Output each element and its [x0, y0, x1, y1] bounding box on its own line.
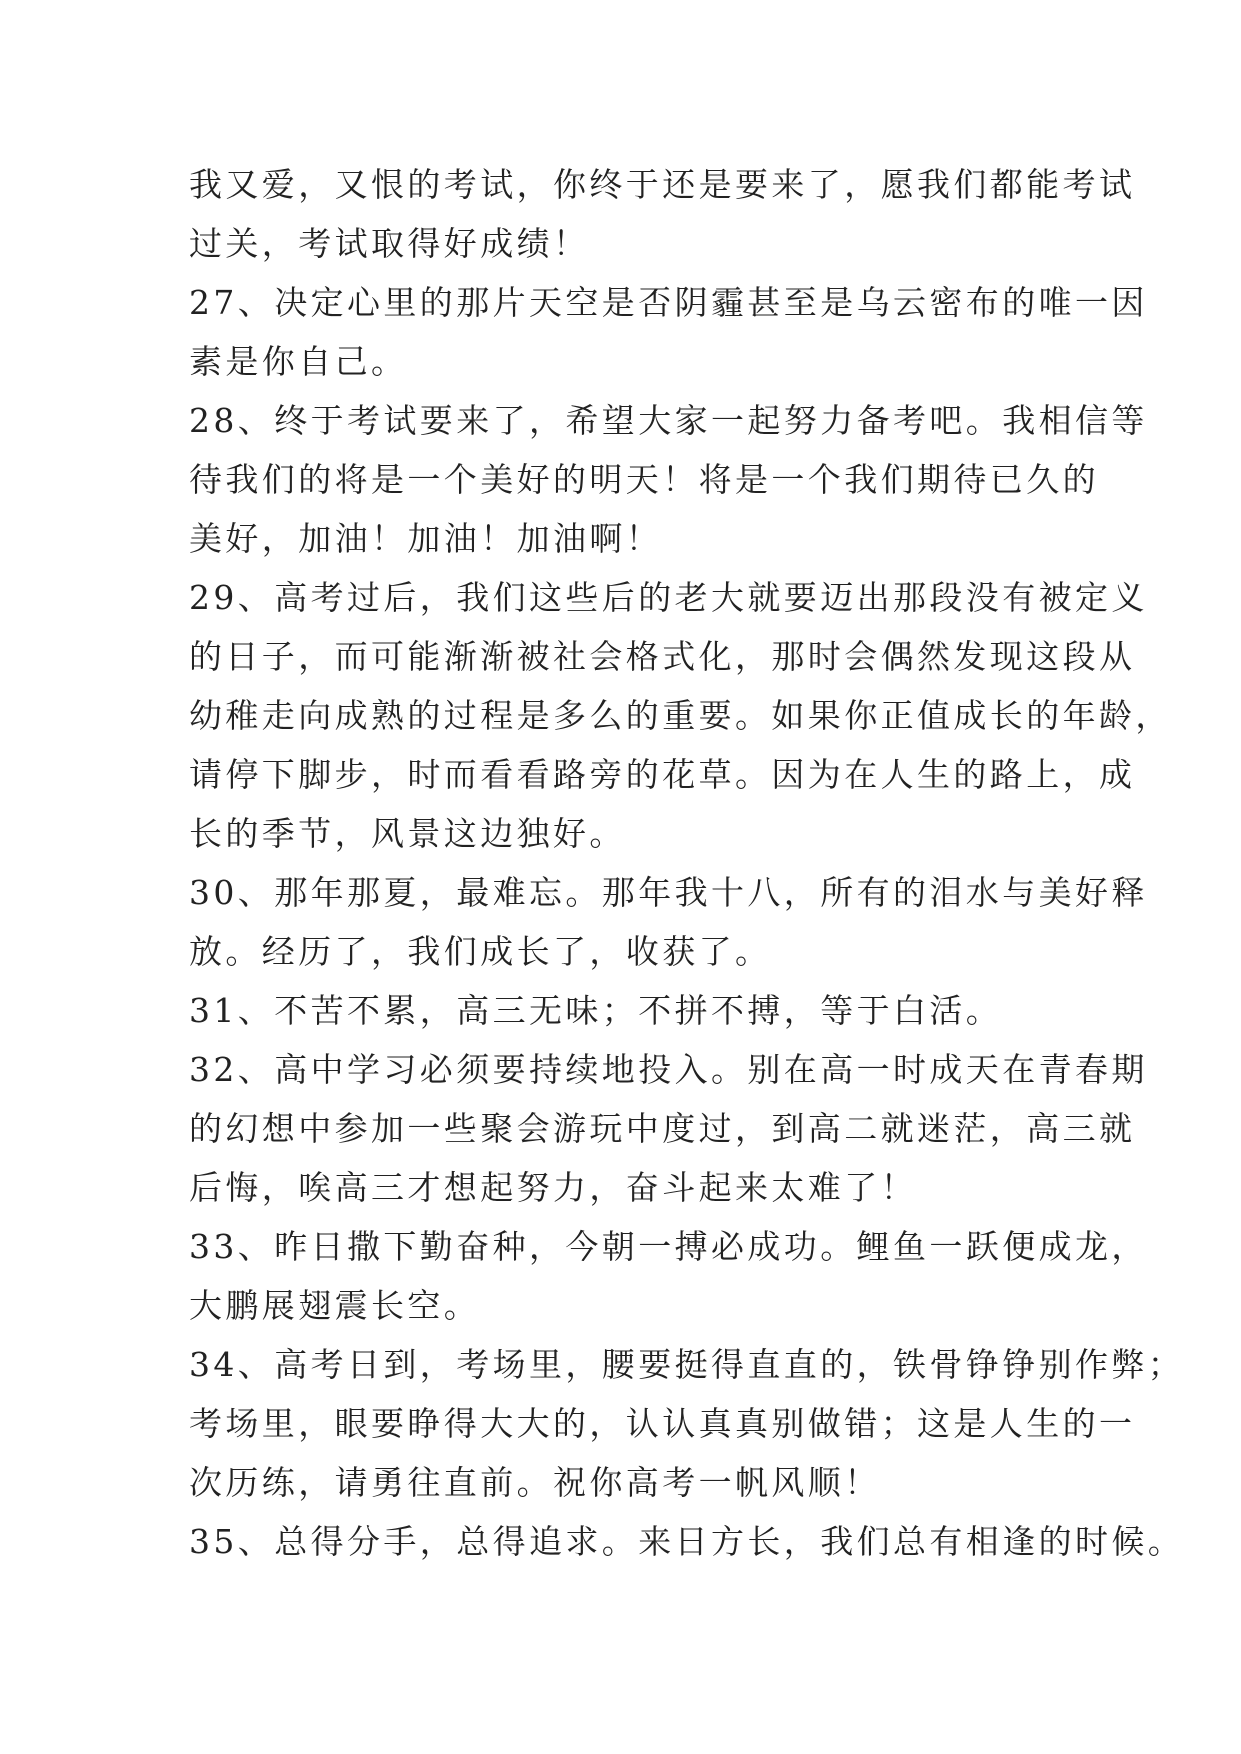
text-line: 我又爱，又恨的考试，你终于还是要来了，愿我们都能考试 — [189, 165, 1136, 204]
text-line: 素是你自己。 — [189, 342, 408, 381]
text-line: 过关，考试取得好成绩！ — [189, 224, 590, 263]
text-line: 次历练，请勇往直前。祝你高考一帆风顺！ — [189, 1463, 881, 1502]
text-line: 后悔，唉高三才想起努力，奋斗起来太难了！ — [189, 1168, 917, 1207]
text-line: 的日子，而可能渐渐被社会格式化，那时会偶然发现这段从 — [189, 637, 1136, 676]
text-line: 请停下脚步，时而看看路旁的花草。因为在人生的路上，成 — [189, 755, 1136, 794]
text-line: 考场里，眼要睁得大大的，认认真真别做错；这是人生的一 — [189, 1404, 1136, 1443]
text-line: 美好，加油！加油！加油啊！ — [189, 519, 663, 558]
text-line: 长的季节，风景这边独好。 — [189, 814, 626, 853]
text-line: 30、那年那夏，最难忘。那年我十八，所有的泪水与美好释 — [189, 873, 1148, 912]
text-line: 的幻想中参加一些聚会游玩中度过，到高二就迷茫，高三就 — [189, 1109, 1136, 1148]
text-line: 27、决定心里的那片天空是否阴霾甚至是乌云密布的唯一因 — [189, 283, 1148, 322]
text-line: 29、高考过后，我们这些后的老大就要迈出那段没有被定义 — [189, 578, 1148, 617]
text-line: 31、不苦不累，高三无味；不拼不搏，等于白活。 — [189, 991, 1003, 1030]
text-line: 35、总得分手，总得追求。来日方长，我们总有相逢的时候。 — [189, 1522, 1185, 1561]
text-line: 幼稚走向成熟的过程是多么的重要。如果你正值成长的年龄， — [189, 696, 1172, 735]
text-line: 33、昨日撒下勤奋种，今朝一搏必成功。鲤鱼一跃便成龙， — [189, 1227, 1148, 1266]
text-line: 32、高中学习必须要持续地投入。别在高一时成天在青春期 — [189, 1050, 1148, 1089]
text-line: 28、终于考试要来了，希望大家一起努力备考吧。我相信等 — [189, 401, 1148, 440]
text-line: 待我们的将是一个美好的明天！将是一个我们期待已久的 — [189, 460, 1099, 499]
text-line: 34、高考日到，考场里，腰要挺得直直的，铁骨铮铮别作弊； — [189, 1345, 1185, 1384]
text-line: 大鹏展翅震长空。 — [189, 1286, 481, 1325]
text-line: 放。经历了，我们成长了，收获了。 — [189, 932, 772, 971]
